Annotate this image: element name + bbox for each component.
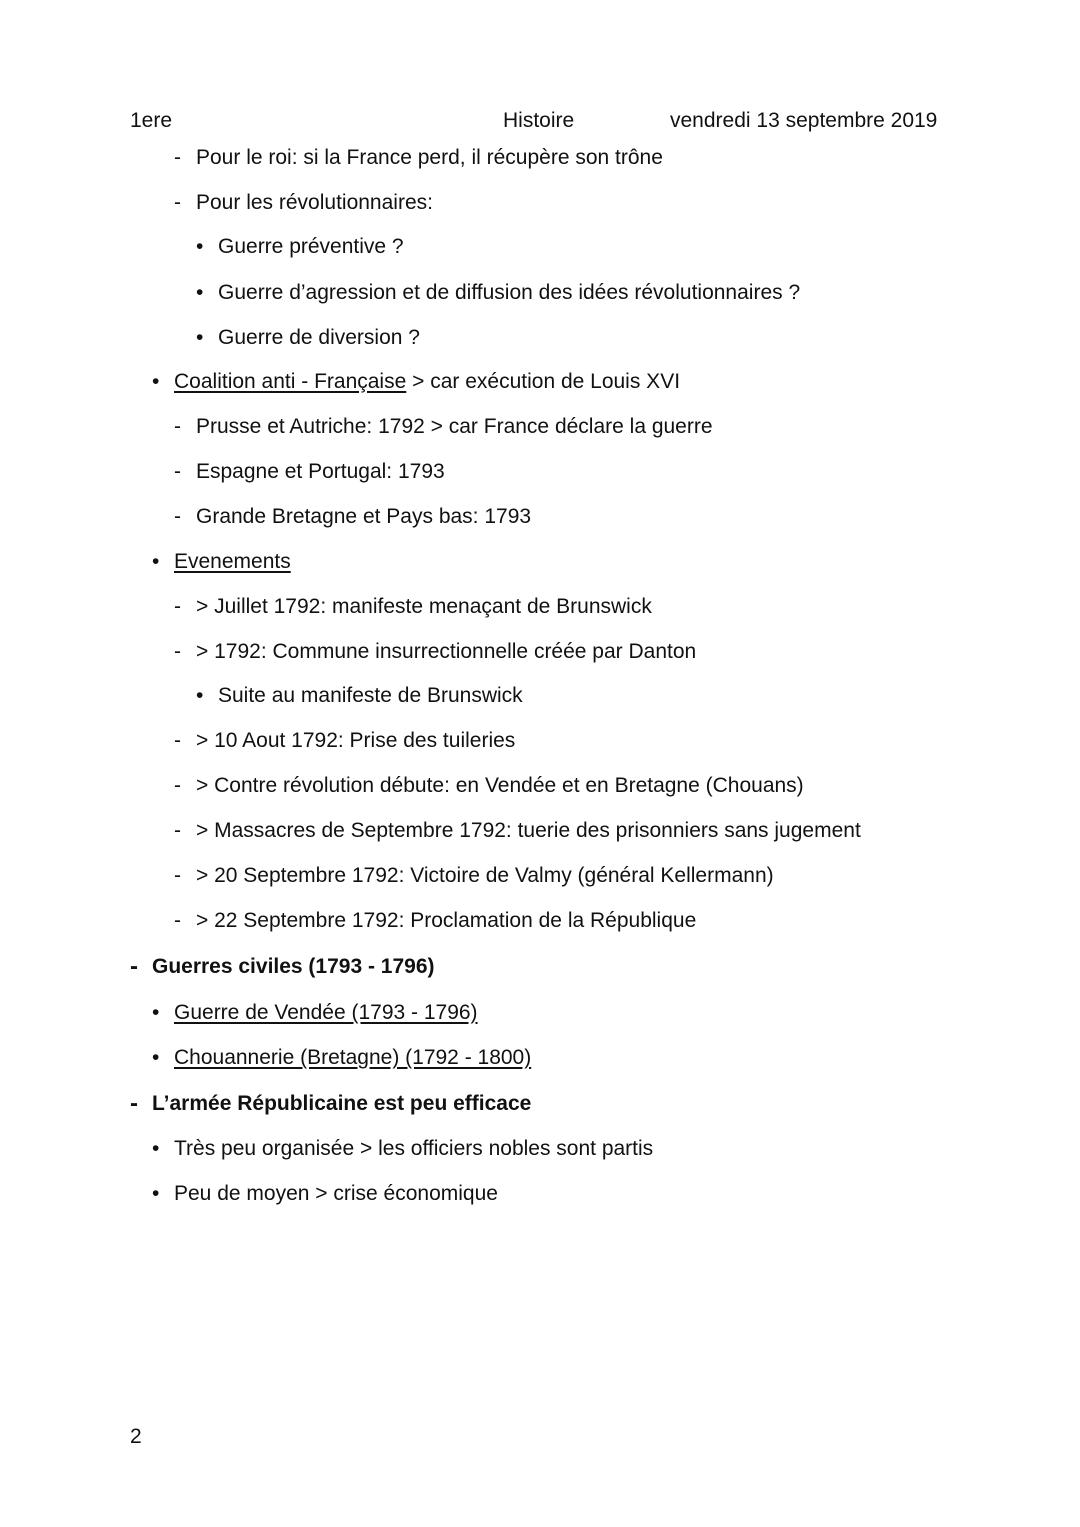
list-item-text — [196, 640, 696, 664]
text-segment: Grande Bretagne et Pays bas: 1793 — [196, 505, 532, 528]
dash-marker-icon: - — [174, 595, 181, 618]
bullet-icon: • — [152, 1182, 160, 1205]
list-item-text — [196, 864, 774, 888]
list-item-text — [196, 595, 652, 619]
bullet-icon: • — [152, 1046, 160, 1069]
dash-marker-icon: - — [174, 909, 181, 932]
header-level: 1ere — [130, 109, 173, 132]
dash-marker-icon: - — [174, 640, 181, 663]
underlined-heading: Guerre de Vendée (1793 - 1796) — [174, 1001, 478, 1024]
text-segment: Peu de moyen > crise économique — [174, 1182, 498, 1205]
bold-heading: L’armée Républicaine est peu efficace — [152, 1092, 532, 1115]
list-item-text — [196, 460, 445, 484]
dash-marker-icon: - — [174, 191, 181, 214]
list-item-text — [196, 415, 713, 439]
dash-marker-icon: - — [174, 729, 181, 752]
list-item-text — [174, 1046, 531, 1070]
bullet-icon: • — [152, 1001, 160, 1024]
bullet-icon: • — [196, 326, 204, 349]
list-item-text — [174, 550, 291, 574]
text-segment: Espagne et Portugal: 1793 — [196, 460, 445, 483]
text-segment: > Massacres de Septembre 1792: tuerie des prisonniers sans jugement — [196, 819, 861, 842]
dash-marker-icon: - — [174, 774, 181, 797]
list-item-text — [174, 1001, 478, 1025]
text-segment: Pour le roi: si la France perd, il récupère son trône — [196, 146, 663, 169]
text-segment: Très peu organisée > les officiers nobles sont partis — [174, 1137, 654, 1160]
bullet-icon: • — [196, 235, 204, 258]
text-segment: Guerre préventive ? — [218, 235, 404, 258]
list-item-text — [196, 774, 804, 798]
list-item-text — [196, 729, 515, 753]
text-segment: > 1792: Commune insurrectionnelle créée par Danton — [196, 640, 697, 663]
dash-marker-icon: - — [174, 146, 181, 169]
bullet-icon: • — [152, 550, 160, 573]
underlined-heading: Evenements — [174, 550, 291, 573]
dash-marker-icon: - — [174, 819, 181, 842]
dash-marker-icon: - — [130, 953, 138, 980]
underlined-heading: Chouannerie (Bretagne) (1792 - 1800) — [174, 1046, 532, 1069]
text-segment: Guerre de diversion ? — [218, 326, 420, 349]
text-segment: > 20 Septembre 1792: Victoire de Valmy (général Kellermann) — [196, 864, 774, 887]
list-item-text — [174, 370, 680, 394]
bullet-icon: • — [196, 684, 204, 707]
page-number: 2 — [130, 1425, 142, 1448]
text-segment: > 22 Septembre 1792: Proclamation de la République — [196, 909, 697, 932]
underlined-heading: Coalition anti - Française — [174, 370, 407, 393]
bullet-icon: • — [152, 370, 160, 393]
dash-marker-icon: - — [174, 415, 181, 438]
text-segment: > 10 Aout 1792: Prise des tuileries — [196, 729, 516, 752]
header-date: vendredi 13 septembre 2019 — [670, 109, 938, 132]
text-segment: > Contre révolution débute: en Vendée et en Bretagne (Chouans) — [196, 774, 804, 797]
list-item-text — [196, 146, 663, 170]
bullet-icon: • — [196, 281, 204, 304]
dash-marker-icon: - — [174, 460, 181, 483]
list-item-text — [218, 281, 800, 305]
text-segment: > Juillet 1792: manifeste menaçant de Brunswick — [196, 595, 652, 618]
list-item-text — [218, 235, 404, 259]
list-item-text — [196, 505, 531, 529]
list-item-text — [196, 819, 861, 843]
list-item-text — [218, 326, 420, 350]
list-item-text — [174, 1137, 653, 1161]
list-item-text — [196, 191, 433, 215]
text-segment: Pour les révolutionnaires: — [196, 191, 433, 214]
bullet-icon: • — [152, 1137, 160, 1160]
text-segment: Prusse et Autriche: 1792 > car France déclare la guerre — [196, 415, 713, 438]
text-segment: Suite au manifeste de Brunswick — [218, 684, 523, 707]
header-subject: Histoire — [503, 109, 575, 132]
list-item-text — [218, 684, 523, 708]
text-segment: Guerre d’agression et de diffusion des idées révolutionnaires ? — [218, 281, 801, 304]
list-item-text — [196, 909, 696, 933]
bold-heading: Guerres civiles (1793 - 1796) — [152, 955, 435, 978]
list-item-text — [152, 955, 435, 979]
list-item-text — [174, 1182, 498, 1206]
list-item-text — [152, 1092, 531, 1116]
dash-marker-icon: - — [130, 1090, 138, 1117]
text-segment: > car exécution de Louis XVI — [406, 370, 681, 393]
dash-marker-icon: - — [174, 505, 181, 528]
dash-marker-icon: - — [174, 864, 181, 887]
